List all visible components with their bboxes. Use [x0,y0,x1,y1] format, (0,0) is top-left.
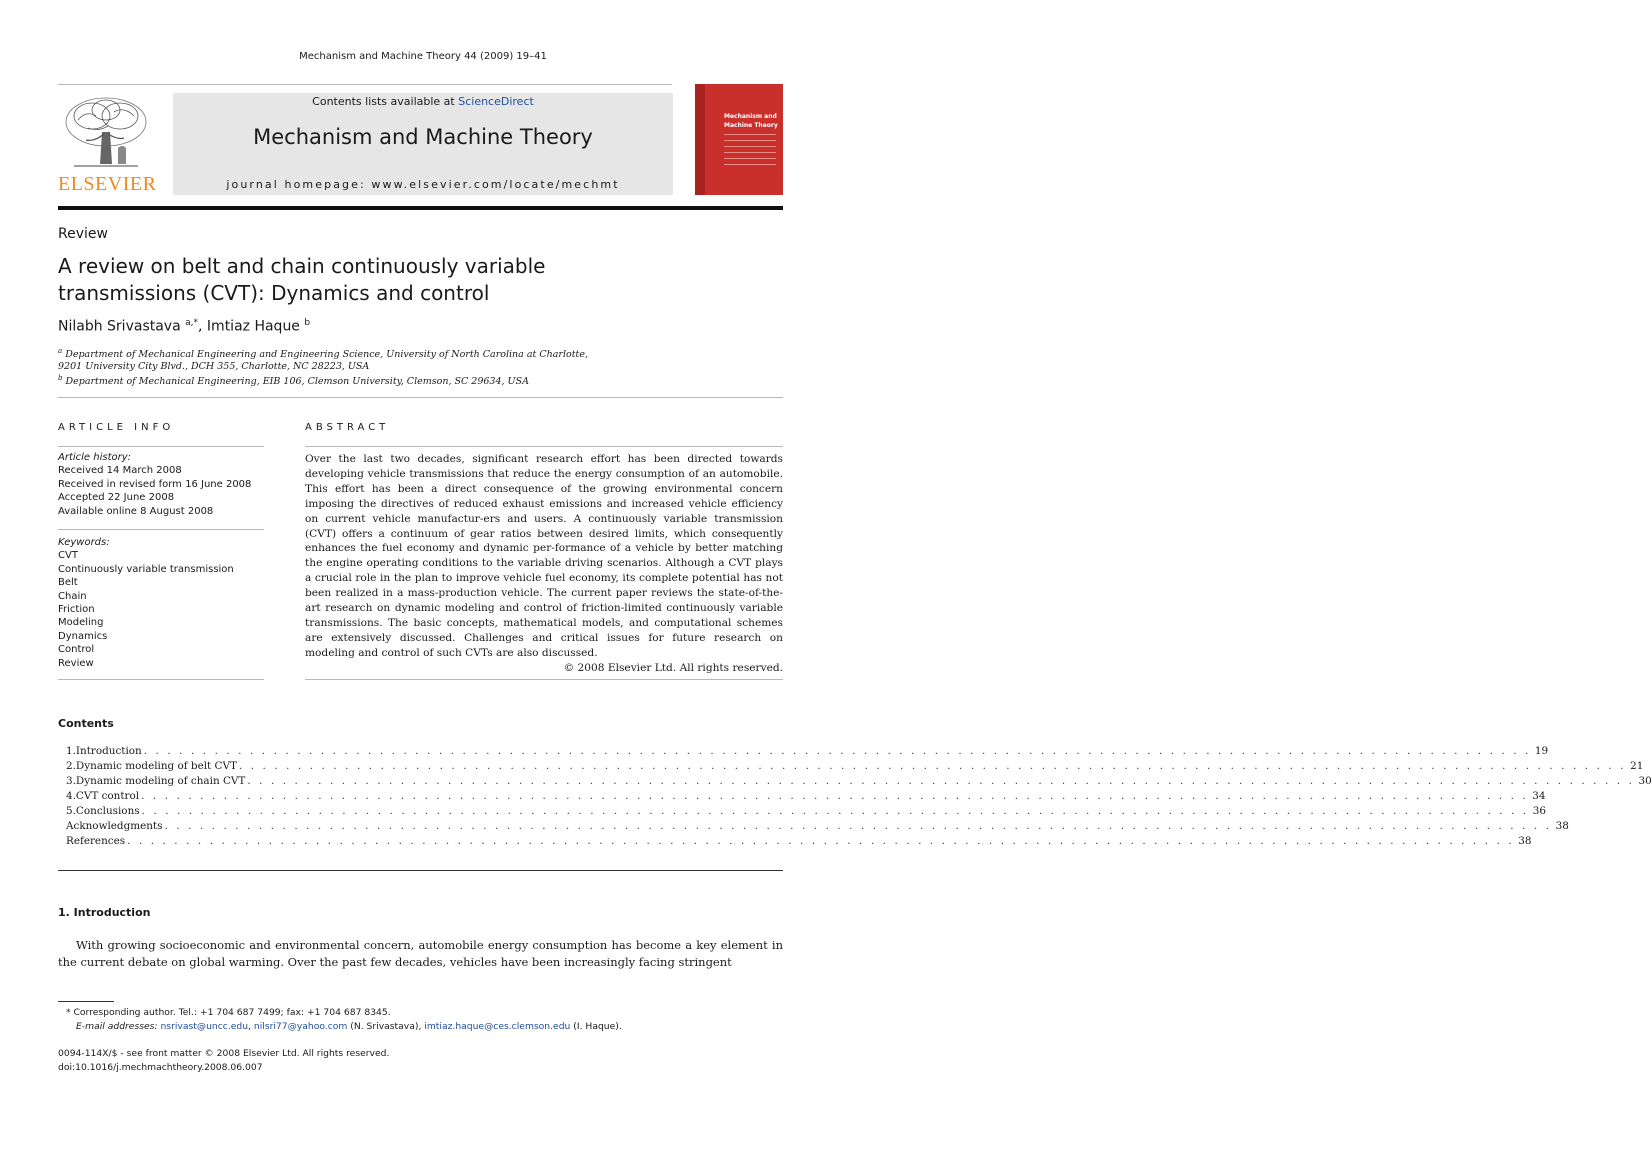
masthead-rule [58,206,783,210]
toc-number: 1. [66,745,76,757]
toc-leader: . . . . . . . . . . . . . . . . . . . . . . . . . . . . . . . . . . . . . . . . . . . . . . . . . . . . . . . . . . . . . . . . . . . . . . . . . . . . . . . . . . . . . . . . . . . . . . . . . . . . . . . . . . . . . . . . . . . . . . [143,745,1531,757]
toc-leader: . . . . . . . . . . . . . . . . . . . . . . . . . . . . . . . . . . . . . . . . . . . . . . . . . . . . . . . . . . . . . . . . . . . . . . . . . . . . . . . . . . . . . . . . . . . . . . . . . . . . . . . . . . . . . . . . . . . . . . [127,835,1515,847]
toc-page: 21 [1630,760,1644,772]
abstract-heading: ABSTRACT [305,422,390,433]
article-info-heading: ARTICLE INFO [58,422,175,433]
toc-item[interactable] [66,805,1547,820]
history-accepted: Accepted 22 June 2008 [58,492,175,504]
history-online: Available online 8 August 2008 [58,505,214,517]
toc-item[interactable] [66,820,1569,835]
email-link[interactable]: imtiaz.haque@ces.clemson.edu [424,1021,571,1032]
keyword: Continuously variable transmission [58,563,234,575]
author-1[interactable]: Nilabh Srivastava [58,318,181,335]
contents-available-text: Contents lists available at [312,95,459,108]
header-info-rule [58,397,783,398]
corresponding-author-note [66,1007,391,1018]
history-label: Article history: [58,452,132,463]
section-heading-introduction: 1. Introduction [58,906,151,919]
issn-line: 0094-114X/$ - see front matter © 2008 Elsevier Ltd. All rights reserved. [58,1048,390,1059]
toc-number: 5. [66,805,76,817]
running-head: Mechanism and Machine Theory 44 (2009) 19–41 [299,51,547,62]
keyword: Belt [58,577,78,589]
article-history [58,451,268,518]
author-list [58,318,310,335]
abstract-body [305,452,783,676]
toc-number: 3. [66,775,76,787]
keyword: Friction [58,604,95,616]
toc-item[interactable] [66,745,1549,760]
toc-page: 30 [1638,775,1652,787]
title-line-1: A review on belt and chain continuously variable [58,254,546,278]
keywords-rule [58,529,264,530]
cover-text-lines [724,134,776,170]
contents-bottom-rule [58,870,783,871]
toc-number: 4. [66,790,76,802]
toc-label: CVT control [75,790,140,802]
journal-homepage[interactable]: journal homepage: www.elsevier.com/locate/mechmt [226,178,620,191]
title-line-2: transmissions (CVT): Dynamics and control [58,281,490,305]
abstract-copyright: © 2008 Elsevier Ltd. All rights reserved. [563,661,783,674]
history-received: Received 14 March 2008 [58,465,182,477]
affil-a-line-2: 9201 University City Blvd., DCH 355, Charlotte, NC 28223, USA [58,361,370,372]
affiliation-b [58,374,529,387]
toc-number: 2. [66,760,76,772]
corresponding-text: Corresponding author. Tel.: +1 704 687 7499; fax: +1 704 687 8345. [73,1007,391,1018]
toc-page: 38 [1555,820,1569,832]
email-link[interactable]: nilsri77@yahoo.com [253,1021,348,1032]
email-link[interactable]: nsrivast@uncc.edu [160,1021,249,1032]
affil-a-line-1: Department of Mechanical Engineering and Engineering Science, University of North Carolina at Charlotte, [65,349,588,361]
author-2-affil-mark: b [304,318,311,328]
toc-label: Acknowledgments [66,820,163,832]
elsevier-logo [58,92,157,196]
affil-b-mark: b [58,374,63,382]
toc-label: Introduction [75,745,142,757]
table-of-contents [66,745,1652,850]
keyword: Review [58,657,94,669]
toc-leader: . . . . . . . . . . . . . . . . . . . . . . . . . . . . . . . . . . . . . . . . . . . . . . . . . . . . . . . . . . . . . . . . . . . . . . . . . . . . . . . . . . . . . . . . . . . . . . . . . . . . . . . . . . . . . . . . . . . . . . [164,820,1552,832]
toc-page: 38 [1518,835,1532,847]
keywords-label: Keywords: [58,537,110,548]
toc-item[interactable] [66,790,1546,805]
toc-leader: . . . . . . . . . . . . . . . . . . . . . . . . . . . . . . . . . . . . . . . . . . . . . . . . . . . . . . . . . . . . . . . . . . . . . . . . . . . . . . . . . . . . . . . . . . . . . . . . . . . . . . . . . . . . . . . . . . . . . . [141,805,1529,817]
toc-label: Conclusions [75,805,140,817]
footnote-rule [58,1001,114,1002]
elsevier-tree-icon [58,92,154,172]
toc-item[interactable] [66,775,1652,790]
footnote-mark: * [66,1007,71,1018]
header-rule [58,84,672,85]
email-separator: , [248,1021,254,1032]
abstract-text: Over the last two decades, significant research effort has been directed towards developing vehicle transmissions that reduce the energy consumption of an automobile. This effort has been a direct consequence of the growing environmental concern imposing the directives of reduced exhaust emissions and increased vehicle efficiency on current vehicle manufactur-ers and users. A continuously variable transmission (CVT) offers a continuum of gear ratios between desired limits, which consequently enhances the fuel economy and dynamic per-formance of a vehicle by better matching the engine operating conditions to the variable driving scenarios. Although a CVT plays a crucial role in the plan to improve vehicle fuel economy, its complete potential has not been realized in a mass-production vehicle. The current paper reviews the state-of-the-art research on dynamic modeling and control of friction-limited continuously variable transmissions. The basic concepts, mathematical models, and computational schemes are extensively discussed. Challenges and critical issues for future research on modeling and control of such CVTs are also discussed. [305,453,783,659]
contents-available-line [173,95,673,108]
toc-leader: . . . . . . . . . . . . . . . . . . . . . . . . . . . . . . . . . . . . . . . . . . . . . . . . . . . . . . . . . . . . . . . . . . . . . . . . . . . . . . . . . . . . . . . . . . . . . . . . . . . . . . . . . . . . . . . . . . . . . . [141,790,1529,802]
article-info-rule [58,446,264,447]
email-owner: (N. Srivastava), [347,1021,425,1032]
author-2[interactable]: Imtiaz Haque [206,318,300,335]
article-title [58,253,658,307]
affil-b-text: Department of Mechanical Engineering, EIB 106, Clemson University, Clemson, SC 29634, USA [65,376,529,388]
keywords [58,536,268,670]
introduction-paragraph: With growing socioeconomic and environmental concern, automobile energy consumption has become a key element in the current debate on global warming. Over the past few decades, vehicles have been increasingly facing stringent [58,938,783,969]
doi-line[interactable]: doi:10.1016/j.mechmachtheory.2008.06.007 [58,1062,263,1073]
journal-banner [173,93,673,195]
toc-page: 36 [1532,805,1547,817]
toc-leader: . . . . . . . . . . . . . . . . . . . . . . . . . . . . . . . . . . . . . . . . . . . . . . . . . . . . . . . . . . . . . . . . . . . . . . . . . . . . . . . . . . . . . . . . . . . . . . . . . . . . . . . . . . . . . . . . . . . . . . [238,760,1627,772]
toc-page: 34 [1532,790,1546,802]
email-label: E-mail addresses: [76,1021,158,1032]
keyword: CVT [58,550,78,562]
toc-label: References [66,835,126,847]
article-info-bottom-rule [58,679,264,680]
toc-item[interactable] [66,835,1532,850]
email-addresses [76,1021,622,1032]
journal-cover-thumbnail [695,84,783,195]
article-type: Review [58,226,108,242]
affil-a-mark: a [58,347,63,355]
abstract-rule [305,446,783,447]
author-1-affil-mark: a,* [185,318,199,328]
email-owner: (I. Haque). [570,1021,622,1032]
sciencedirect-link[interactable]: ScienceDirect [458,95,534,108]
elsevier-wordmark: ELSEVIER [58,173,157,195]
keyword: Chain [58,590,87,602]
cover-stripe [695,84,705,195]
history-revised: Received in revised form 16 June 2008 [58,478,252,490]
contents-heading: Contents [58,717,114,730]
toc-item[interactable] [66,760,1644,775]
toc-leader: . . . . . . . . . . . . . . . . . . . . . . . . . . . . . . . . . . . . . . . . . . . . . . . . . . . . . . . . . . . . . . . . . . . . . . . . . . . . . . . . . . . . . . . . . . . . . . . . . . . . . . . . . . . . . . . . . . . . . . [247,775,1635,787]
affiliation-a [58,347,588,360]
keyword: Modeling [58,617,104,629]
keyword: Dynamics [58,630,108,642]
cover-title: Mechanism and Machine Theory [724,113,778,129]
toc-label: Dynamic modeling of belt CVT [75,760,237,772]
keyword: Control [58,644,95,656]
journal-title: Mechanism and Machine Theory [253,125,593,149]
abstract-bottom-rule [305,679,783,680]
author-separator: , [198,318,207,335]
toc-page: 19 [1534,745,1549,757]
toc-label: Dynamic modeling of chain CVT [75,775,246,787]
